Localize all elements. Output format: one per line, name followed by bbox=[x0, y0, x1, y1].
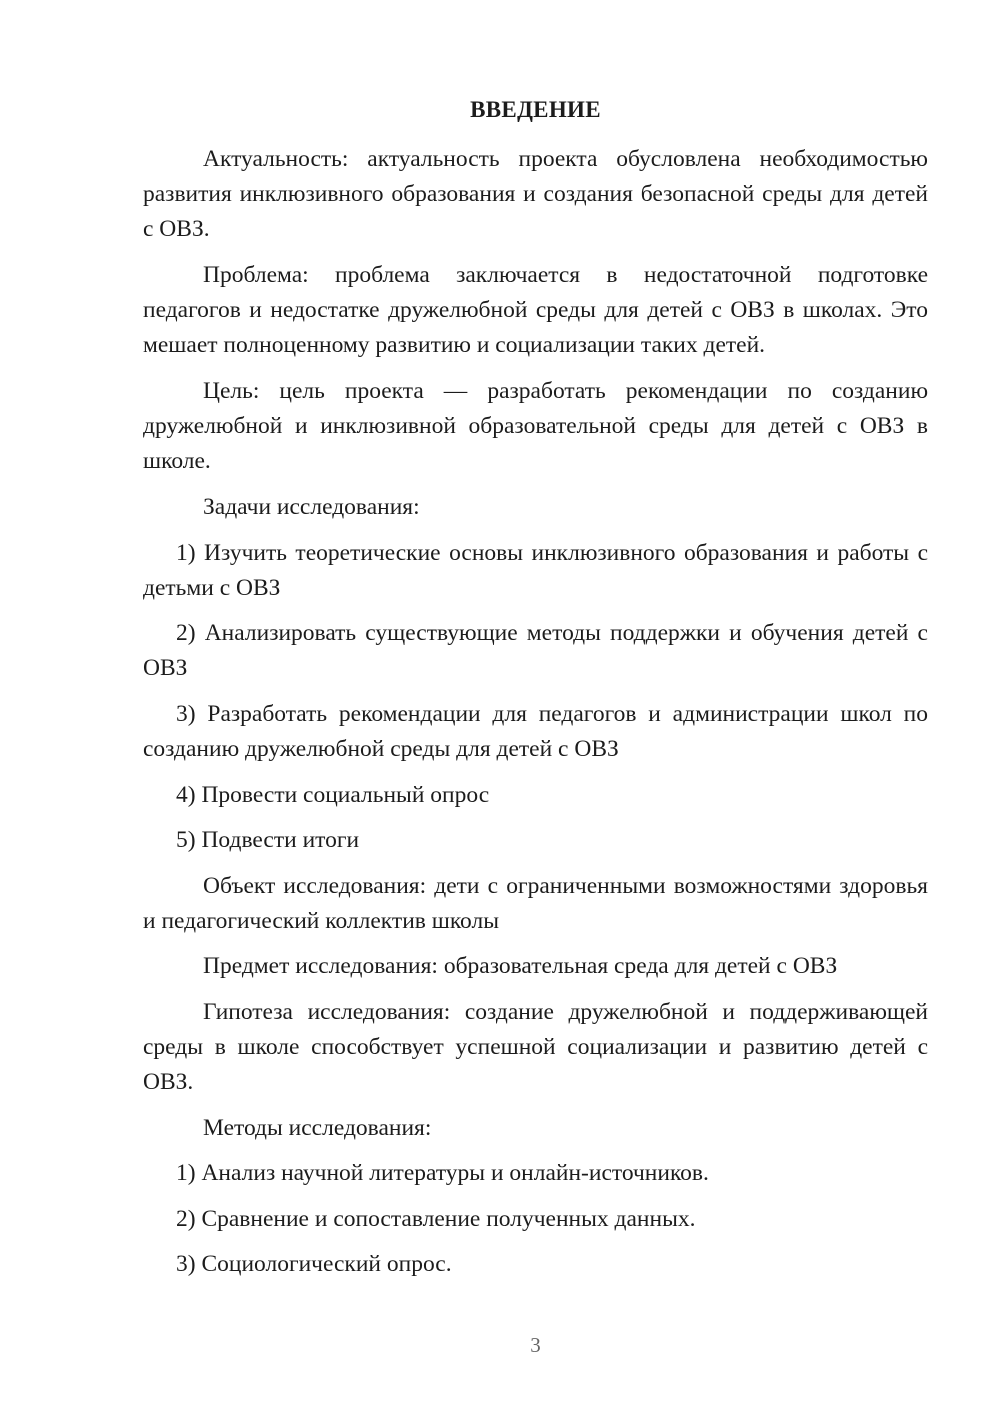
list-item-task-3: 3) Разработать рекомендации для педагогов и администрации школ по созданию дружелюбной среды для детей с ОВЗ bbox=[143, 701, 928, 762]
list-item-method-3: 3) Социологический опрос. bbox=[176, 1251, 452, 1277]
list-item-task-4: 4) Провести социальный опрос bbox=[176, 782, 490, 808]
paragraph-object: Объект исследования: дети с ограниченными возможностями здоровья и педагогический коллектив школы bbox=[143, 873, 928, 934]
paragraph-hypothesis: Гипотеза исследования: создание дружелюбной и поддерживающей среды в школе способствует успешной социализации и развитию детей с ОВЗ. bbox=[143, 999, 928, 1095]
paragraph-relevance: Актуальность: актуальность проекта обусловлена необходимостью развития инклюзивного образования и создания безопасной среды для детей с ОВЗ. bbox=[143, 146, 928, 242]
list-item-task-2: 2) Анализировать существующие методы поддержки и обучения детей с ОВЗ bbox=[143, 620, 928, 681]
page-title: ВВЕДЕНИЕ bbox=[470, 97, 601, 122]
list-item-task-5: 5) Подвести итоги bbox=[176, 827, 360, 853]
list-item-method-1: 1) Анализ научной литературы и онлайн-источников. bbox=[176, 1160, 709, 1186]
paragraph-problem: Проблема: проблема заключается в недостаточной подготовке педагогов и недостатке дружелюбной среды для детей с ОВЗ в школах. Это мешает полноценному развитию и социализации таких детей. bbox=[143, 262, 928, 358]
page-number: 3 bbox=[530, 1333, 541, 1357]
document-page bbox=[143, 0, 928, 1414]
list-item-method-2: 2) Сравнение и сопоставление полученных данных. bbox=[176, 1206, 696, 1232]
paragraph-goal: Цель: цель проекта — разработать рекомендации по созданию дружелюбной и инклюзивной образовательной среды для детей с ОВЗ в школе. bbox=[143, 378, 928, 474]
list-item-task-1: 1) Изучить теоретические основы инклюзивного образования и работы с детьми с ОВЗ bbox=[143, 540, 928, 601]
paragraph-methods-heading: Методы исследования: bbox=[203, 1115, 432, 1141]
paragraph-tasks-heading: Задачи исследования: bbox=[203, 494, 420, 520]
paragraph-subject: Предмет исследования: образовательная среда для детей с ОВЗ bbox=[203, 953, 838, 979]
